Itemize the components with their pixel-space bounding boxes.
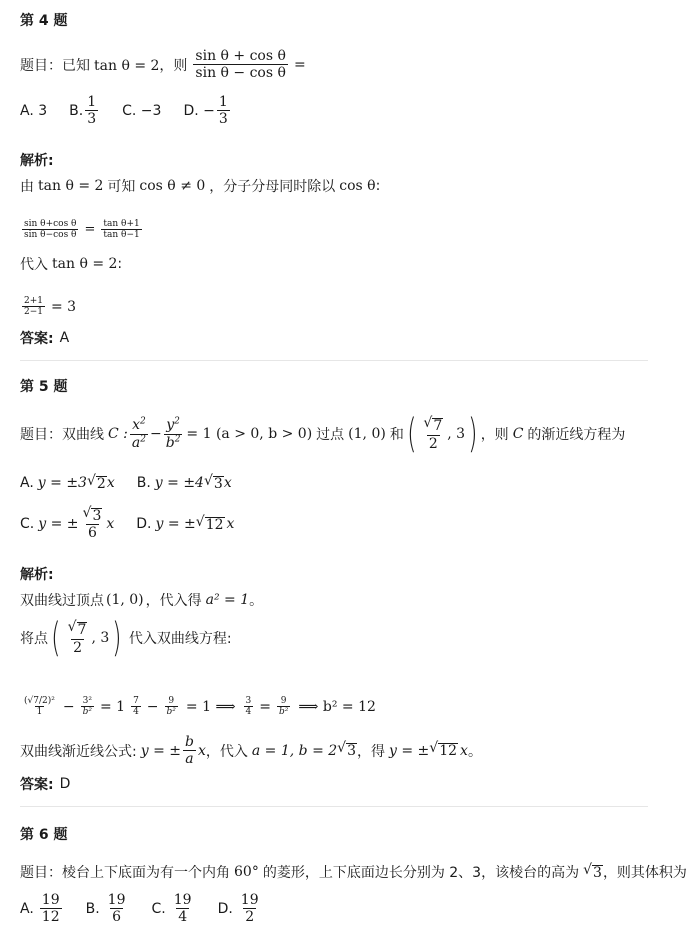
q5-eq-minus: − xyxy=(62,698,75,715)
q5-stem-b: b xyxy=(165,434,175,451)
q5-line3-e: a = 1, b = 2 xyxy=(251,742,338,759)
q5-option-c-expr: y = ± xyxy=(38,515,79,532)
q5-line3: 双曲线渐近线公式: y = ± $\frac{b}{a}$ x ，代入 a = 1, b = 2 √ 3 ，得 y = ± √ 12 x 。 xyxy=(20,734,482,768)
q5-stem-x-frac: $\frac{x^2}{a^2}$ xyxy=(131,416,146,451)
q5-line2-frac: √ 7 2 xyxy=(67,619,87,656)
q6-option-a-num: 19 xyxy=(41,892,60,908)
q5-eq-part3 xyxy=(131,696,141,718)
q5-eq-part4 xyxy=(165,696,178,718)
q4-eq2-den: 2−1 xyxy=(24,307,43,318)
q4-option-b-frac xyxy=(85,94,98,127)
q5-answer xyxy=(20,774,70,794)
q4-line2-c: : xyxy=(117,256,123,272)
q5-eq-part5 xyxy=(244,696,254,718)
q5-stem xyxy=(20,411,626,457)
q5-option-d-expr: y = ± xyxy=(155,515,196,532)
q6-stem-deg: 60° xyxy=(234,864,259,880)
q4-eq1 xyxy=(20,219,144,241)
q5-eq-part5-den: 4 xyxy=(245,707,252,718)
q5-option-a-rad: 2 xyxy=(96,476,106,492)
q4-stem-den: sin θ − cos θ xyxy=(195,65,286,82)
q5-stem-point2-x: √ 7 2 xyxy=(423,415,443,452)
q6-option-c-label: C. xyxy=(151,900,166,917)
q6-option-d-num: 19 xyxy=(240,892,259,908)
q5-option-d-rad: 12 xyxy=(205,516,224,533)
q4-option-c: C. −3 xyxy=(122,102,162,119)
q5-line1-d: a² = 1 xyxy=(205,592,250,608)
q5-eq-eq3: = xyxy=(259,698,271,715)
q4-line1-c: 可知 xyxy=(107,179,136,195)
q4-eq1-eq: = xyxy=(84,222,96,238)
q6-option-b-num: 19 xyxy=(107,892,126,908)
q5-line1-a: 双曲线过顶点 xyxy=(20,593,104,609)
q5-line2-den: 2 xyxy=(73,639,82,656)
q4-eq2-frac xyxy=(22,296,45,318)
q5-answer-label: 答案: xyxy=(20,777,54,793)
q4-eq1-right-num: tan θ+1 xyxy=(103,219,140,229)
q5-eq-eq2: = 1 ⟹ xyxy=(185,698,236,715)
q6-options xyxy=(20,892,263,925)
q5-option-c-x: x xyxy=(106,515,115,532)
q4-eq1-right xyxy=(101,219,141,241)
q5-stem-lparen: ( xyxy=(406,411,417,457)
q5-eq-eq1: = 1 xyxy=(99,698,126,715)
q5-line3-b: y = ± xyxy=(140,742,181,759)
q5-stem-y: y xyxy=(166,417,175,434)
q5-line3-den: a xyxy=(185,751,194,768)
divider-q4-q5 xyxy=(20,360,648,361)
q5-eq-part2-den: b² xyxy=(82,707,92,718)
q4-answer-value: A xyxy=(59,330,70,346)
q5-eq-part4-num: 9 xyxy=(168,696,175,706)
q5-line3-frac xyxy=(183,734,196,767)
q5-option-c-label: C. xyxy=(20,515,35,532)
q5-stem-point2-rad: 7 xyxy=(433,418,443,435)
divider-q5-q6 xyxy=(20,806,648,807)
q5-eq-part3-den: 4 xyxy=(133,707,139,718)
q5-line1-e: 。 xyxy=(249,593,264,609)
q6-stem-c: ，则其体积为 xyxy=(602,865,687,881)
q5-eq-part1-num: (√7/2)² xyxy=(24,696,55,706)
q5-stem-point2-y: , 3 xyxy=(447,426,466,442)
q4-option-b-den: 3 xyxy=(87,111,97,128)
q6-option-c-den: 4 xyxy=(178,909,188,926)
q5-analysis-label: 解析: xyxy=(20,567,54,583)
q4-stem-eq: = xyxy=(293,56,306,73)
q6-stem-a: 题目：棱台上下底面为有一个内角 xyxy=(20,865,230,881)
q6-option-d-label: D. xyxy=(217,900,233,917)
q5-options-ab: A. y = ±3 √ 2 x B. y = ±4 √ 3 x xyxy=(20,473,232,492)
q5-line3-f: ，得 xyxy=(357,743,386,760)
q5-stem-pass: 过点 xyxy=(316,427,345,443)
q5-line3-i: 。 xyxy=(467,743,482,760)
q6-option-c-num: 19 xyxy=(173,892,192,908)
q6-stem-rad: 3 xyxy=(593,864,602,881)
q5-stem-c: C : xyxy=(108,426,128,442)
q5-option-a-expr: y = ±3 xyxy=(37,475,87,492)
q5-stem-point1: (1, 0) xyxy=(348,426,386,442)
q4-option-d-den: 3 xyxy=(218,111,228,128)
q5-eq-minus2: − xyxy=(146,698,159,715)
q4-line1-e: ，分子分母同时除以 xyxy=(209,179,336,195)
q5-stem-minus: − xyxy=(149,426,162,442)
q5-option-c-rad: 3 xyxy=(92,508,102,524)
q5-line3-a: 双曲线渐近线公式: xyxy=(20,743,137,760)
q5-eq-part4-den: b² xyxy=(166,707,176,718)
q6-option-b-label: B. xyxy=(85,900,100,917)
q5-stem-y-frac: $\frac{y^2}{b^2}$ xyxy=(165,416,181,451)
q4-line2 xyxy=(20,254,122,274)
q4-answer xyxy=(20,328,69,348)
q5-option-d-label: D. xyxy=(136,515,152,532)
q5-line3-g: y = ± xyxy=(389,742,430,759)
q4-line1-f: cos θ xyxy=(339,178,376,194)
q5-line1 xyxy=(20,590,263,610)
q4-line1-b: tan θ = 2 xyxy=(38,178,104,194)
q5-equation xyxy=(20,696,376,718)
q5-stem-then: ，则 xyxy=(480,427,509,443)
q5-line3-num: b xyxy=(185,734,194,750)
q5-line2-lparen: ( xyxy=(51,615,61,661)
q4-line1-a: 由 xyxy=(20,179,34,195)
q4-eq1-left-num: sin θ+cos θ xyxy=(24,219,77,229)
q5-line3-rad2: 12 xyxy=(439,743,458,760)
q5-option-c-den: 6 xyxy=(87,525,97,542)
q4-eq2-rest: = 3 xyxy=(51,298,77,315)
q6-stem-b: 的菱形，上下底面边长分别为 2、3，该棱台的高为 xyxy=(262,865,580,881)
q4-stem-num: sin θ + cos θ xyxy=(195,48,286,64)
q4-eq2 xyxy=(20,296,76,318)
q6-option-a-label: A. xyxy=(20,900,34,917)
q4-stem xyxy=(20,48,306,81)
q6-option-a-frac xyxy=(40,892,62,925)
q4-line2-b: tan θ = 2 xyxy=(52,256,118,272)
q5-eq-part1 xyxy=(22,696,57,718)
q5-line2-a: 将点 xyxy=(20,631,48,647)
q5-stem-a: a xyxy=(131,434,141,451)
q5-line3-c: x xyxy=(197,742,206,759)
q5-option-b-rad: 3 xyxy=(213,476,223,492)
q5-eq-part5-num: 3 xyxy=(245,696,252,706)
q5-stem-and: 和 xyxy=(389,427,404,443)
q6-heading: 第 6 题 xyxy=(20,827,68,843)
q5-eq-part6 xyxy=(277,696,290,718)
q5-line2-rad: 7 xyxy=(77,622,87,639)
q5-eq-part2-num: 3² xyxy=(82,696,92,706)
q5-stem-x: x xyxy=(132,417,141,434)
q5-line3-d: ，代入 xyxy=(205,743,248,760)
q4-stem-tan: tan θ = 2，则 xyxy=(94,57,188,74)
q5-option-b-label: B. xyxy=(136,475,151,492)
q5-eq-part2 xyxy=(81,696,94,718)
q4-line1-d: cos θ ≠ 0 xyxy=(139,178,206,194)
q5-eq-part3-num: 7 xyxy=(133,696,139,706)
q5-stem-c2: C xyxy=(512,426,524,442)
q5-stem-prefix: 题目：双曲线 xyxy=(20,427,104,443)
q6-option-c-frac xyxy=(172,892,194,925)
q6-option-a-den: 12 xyxy=(41,909,60,926)
q5-answer-value: D xyxy=(59,776,71,792)
q4-option-d-label: D. − xyxy=(183,102,215,119)
q4-stem-prefix: 题目：已知 xyxy=(20,57,90,74)
q4-option-d-frac xyxy=(217,94,230,127)
q4-line1-g: : xyxy=(375,178,381,194)
q4-eq1-left xyxy=(22,219,78,241)
q5-eq-final: ⟹ b² = 12 xyxy=(298,698,376,715)
q5-line3-rad: 3 xyxy=(347,743,357,760)
q4-options xyxy=(20,94,232,127)
q4-option-b-label: B. xyxy=(69,102,84,119)
q5-line2 xyxy=(20,615,232,661)
q6-option-d-den: 2 xyxy=(245,909,255,926)
q5-stem-rparen: ) xyxy=(468,411,478,457)
q5-heading: 第 5 题 xyxy=(20,379,68,395)
q5-option-b-expr: y = ±4 xyxy=(154,475,204,492)
q5-option-d-x: x xyxy=(226,515,235,532)
q4-option-b-num: 1 xyxy=(87,94,97,110)
q5-option-a-x: x xyxy=(106,475,115,492)
q6-stem: 题目：棱台上下底面为有一个内角 60° 的菱形，上下底面边长分别为 2、3，该棱台的高为 √ 3 ，则其体积为 xyxy=(20,861,687,881)
q4-line2-a: 代入 xyxy=(20,257,48,273)
q5-stem-cond: = 1 (a > 0, b > 0) xyxy=(186,426,313,442)
q4-stem-fraction xyxy=(193,48,288,81)
q6-option-b-den: 6 xyxy=(112,909,122,926)
q5-option-a-label: A. xyxy=(20,475,34,492)
q6-option-d-frac xyxy=(239,892,261,925)
q5-eq-part1-den: 1 xyxy=(36,707,43,718)
q5-line2-rparen: ) xyxy=(112,615,122,661)
q5-options-cd: C. y = ± √ 3 6 x D. y = ± √ 12 x xyxy=(20,505,235,542)
q5-line1-c: ，代入得 xyxy=(145,593,202,609)
q5-line2-y: , 3 xyxy=(91,630,110,646)
q5-stem-tail: 的渐近线方程为 xyxy=(527,427,626,443)
q5-option-b-x: x xyxy=(223,475,232,492)
q4-option-a: A. 3 xyxy=(20,102,48,119)
q5-line1-b: (1, 0) xyxy=(106,592,144,608)
q5-option-c-frac: √ 3 6 xyxy=(82,505,102,542)
q5-line3-h: x xyxy=(460,742,468,759)
q4-eq1-right-den: tan θ−1 xyxy=(103,230,140,241)
q5-eq-part6-num: 9 xyxy=(280,696,287,706)
q5-stem-point2-den: 2 xyxy=(428,435,438,452)
q4-eq2-num: 2+1 xyxy=(24,296,43,306)
q4-analysis-label: 解析: xyxy=(20,153,54,169)
q4-option-d-num: 1 xyxy=(218,94,228,110)
q4-line1 xyxy=(20,176,380,196)
q6-option-b-frac xyxy=(106,892,128,925)
q4-heading: 第 4 题 xyxy=(20,13,68,29)
q4-eq1-left-den: sin θ−cos θ xyxy=(24,230,77,241)
q5-line2-b: 代入双曲线方程: xyxy=(128,631,232,647)
q5-eq-part6-den: b² xyxy=(278,707,289,718)
q4-answer-label: 答案: xyxy=(20,331,54,347)
